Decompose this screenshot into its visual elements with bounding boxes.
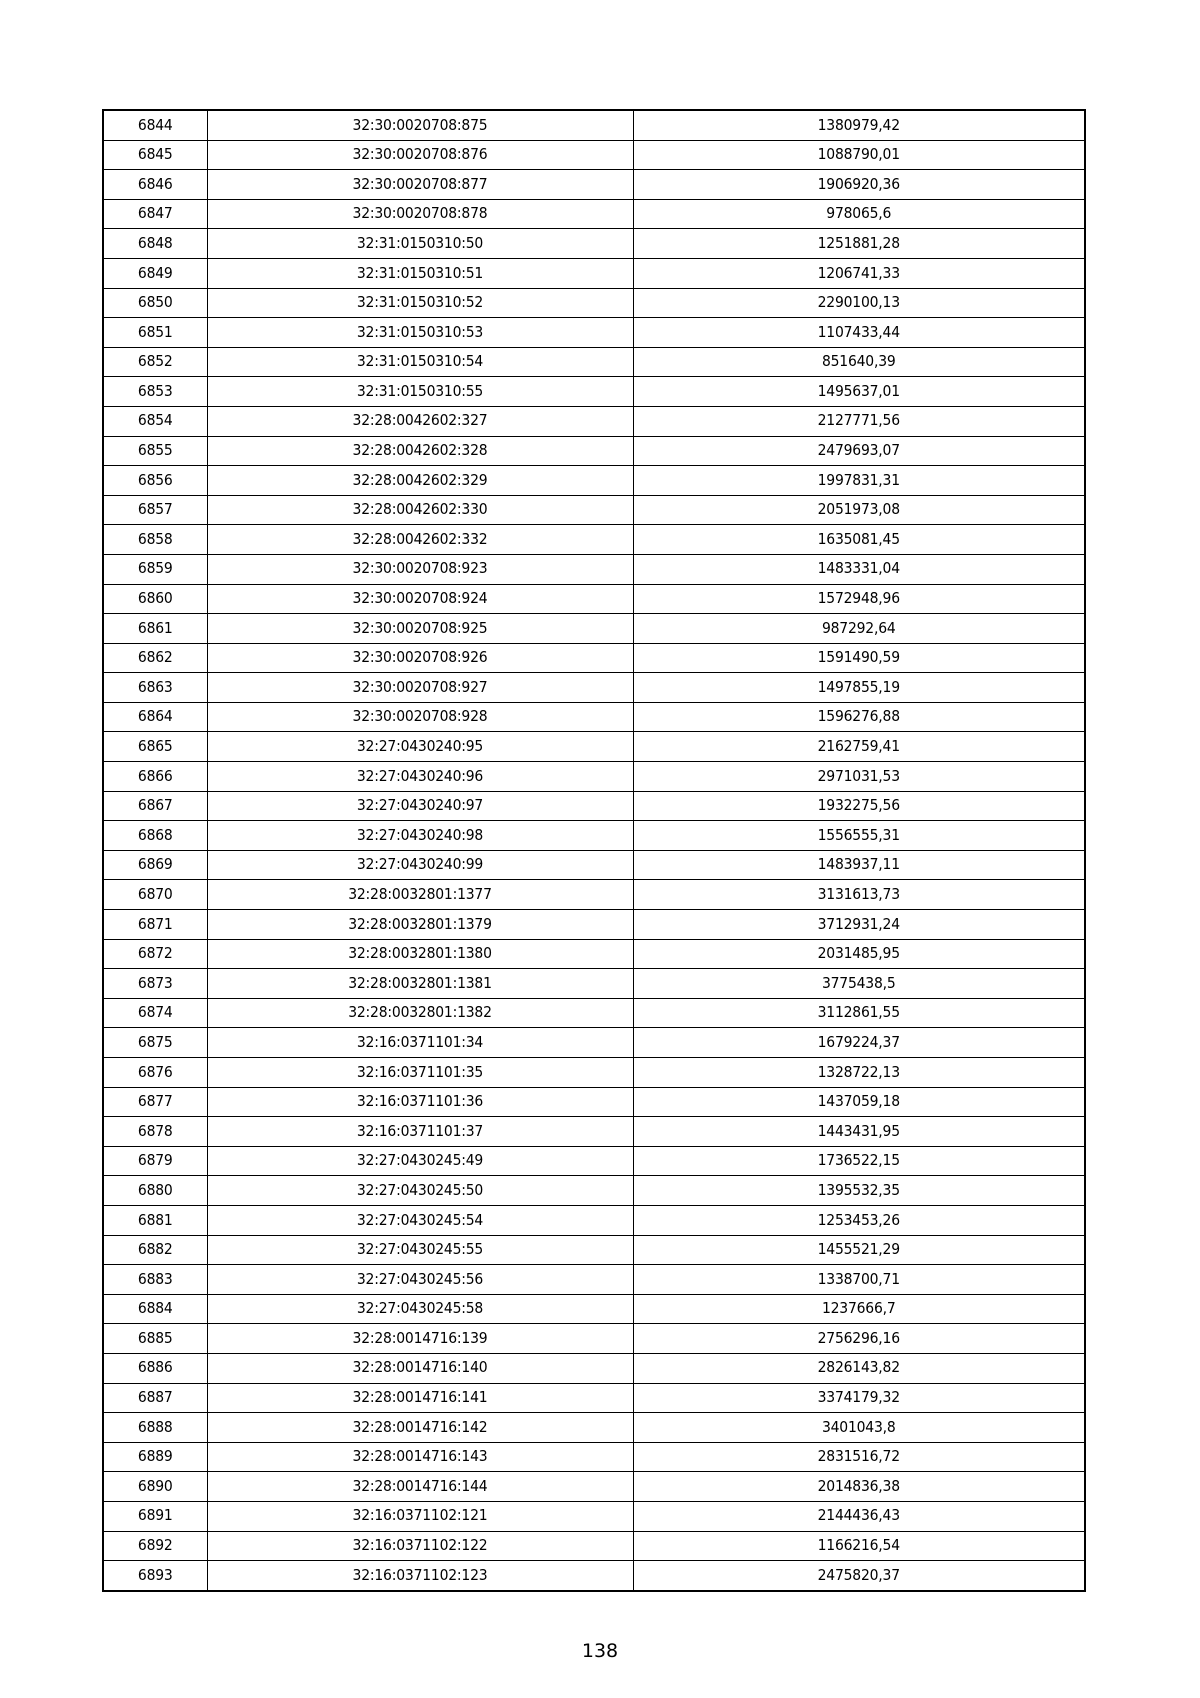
- table-row: [103, 1117, 1085, 1147]
- cadastral-number-cell: 32:31:0150310:55: [207, 377, 633, 407]
- row-number-cell: 6847: [103, 199, 207, 229]
- cadastral-value-cell: 2479693,07: [633, 436, 1085, 466]
- cadastral-number-cell: 32:28:0014716:140: [207, 1353, 633, 1383]
- table-row: [103, 436, 1085, 466]
- cadastral-number-cell: 32:28:0032801:1381: [207, 969, 633, 999]
- cadastral-value-cell: 3112861,55: [633, 998, 1085, 1028]
- cadastral-value-cell: 3712931,24: [633, 910, 1085, 940]
- table-row: [103, 1205, 1085, 1235]
- row-number-cell: 6889: [103, 1442, 207, 1472]
- row-number-cell: 6884: [103, 1294, 207, 1324]
- row-number-cell: 6862: [103, 643, 207, 673]
- row-number-cell: 6848: [103, 229, 207, 259]
- cadastral-number-cell: 32:28:0032801:1380: [207, 939, 633, 969]
- cadastral-value-cell: 1395532,35: [633, 1176, 1085, 1206]
- cadastral-number-cell: 32:30:0020708:875: [207, 110, 633, 140]
- table-row: [103, 1058, 1085, 1088]
- cadastral-value-cell: 978065,6: [633, 199, 1085, 229]
- row-number-cell: 6854: [103, 406, 207, 436]
- table-row: [103, 969, 1085, 999]
- cadastral-number-cell: 32:27:0430240:98: [207, 821, 633, 851]
- cadastral-value-cell: 2162759,41: [633, 732, 1085, 762]
- cadastral-number-cell: 32:27:0430245:50: [207, 1176, 633, 1206]
- cadastral-value-cell: 1251881,28: [633, 229, 1085, 259]
- cadastral-value-cell: 1635081,45: [633, 525, 1085, 555]
- row-number-cell: 6893: [103, 1561, 207, 1591]
- table-row: [103, 910, 1085, 940]
- table-row: [103, 939, 1085, 969]
- row-number-cell: 6890: [103, 1472, 207, 1502]
- row-number-cell: 6881: [103, 1205, 207, 1235]
- cadastral-value-cell: 1596276,88: [633, 702, 1085, 732]
- table-row: [103, 673, 1085, 703]
- table-row: [103, 288, 1085, 318]
- table-row: [103, 199, 1085, 229]
- cadastral-number-cell: 32:31:0150310:53: [207, 318, 633, 348]
- cadastral-value-cell: 1328722,13: [633, 1058, 1085, 1088]
- table-row: [103, 525, 1085, 555]
- cadastral-value-cell: 1906920,36: [633, 170, 1085, 200]
- cadastral-value-cell: 1443431,95: [633, 1117, 1085, 1147]
- table-row: [103, 258, 1085, 288]
- cadastral-value-cell: 1107433,44: [633, 318, 1085, 348]
- table-row: [103, 1087, 1085, 1117]
- table-row: [103, 1265, 1085, 1295]
- cadastral-number-cell: 32:28:0014716:143: [207, 1442, 633, 1472]
- table-row: [103, 1413, 1085, 1443]
- cadastral-number-cell: 32:16:0371101:37: [207, 1117, 633, 1147]
- row-number-cell: 6883: [103, 1265, 207, 1295]
- row-number-cell: 6879: [103, 1146, 207, 1176]
- cadastral-value-cell: 2127771,56: [633, 406, 1085, 436]
- row-number-cell: 6887: [103, 1383, 207, 1413]
- cadastral-value-cell: 1591490,59: [633, 643, 1085, 673]
- row-number-cell: 6885: [103, 1324, 207, 1354]
- row-number-cell: 6846: [103, 170, 207, 200]
- cadastral-value-cell: 1556555,31: [633, 821, 1085, 851]
- cadastral-number-cell: 32:28:0032801:1377: [207, 880, 633, 910]
- cadastral-value-cell: 1495637,01: [633, 377, 1085, 407]
- row-number-cell: 6860: [103, 584, 207, 614]
- cadastral-number-cell: 32:30:0020708:927: [207, 673, 633, 703]
- row-number-cell: 6874: [103, 998, 207, 1028]
- page-number: 138: [581, 1640, 619, 1662]
- cadastral-value-cell: 1736522,15: [633, 1146, 1085, 1176]
- cadastral-number-cell: 32:27:0430245:58: [207, 1294, 633, 1324]
- cadastral-number-cell: 32:16:0371101:35: [207, 1058, 633, 1088]
- row-number-cell: 6865: [103, 732, 207, 762]
- cadastral-value-cell: 1253453,26: [633, 1205, 1085, 1235]
- cadastral-number-cell: 32:16:0371102:122: [207, 1531, 633, 1561]
- row-number-cell: 6858: [103, 525, 207, 555]
- row-number-cell: 6888: [103, 1413, 207, 1443]
- cadastral-number-cell: 32:30:0020708:924: [207, 584, 633, 614]
- table-row: [103, 140, 1085, 170]
- cadastral-number-cell: 32:27:0430240:97: [207, 791, 633, 821]
- table-row: [103, 1501, 1085, 1531]
- table-row: [103, 1324, 1085, 1354]
- cadastral-value-cell: 1380979,42: [633, 110, 1085, 140]
- cadastral-number-cell: 32:30:0020708:926: [207, 643, 633, 673]
- cadastral-number-cell: 32:30:0020708:876: [207, 140, 633, 170]
- cadastral-number-cell: 32:27:0430240:99: [207, 850, 633, 880]
- cadastral-number-cell: 32:27:0430240:96: [207, 762, 633, 792]
- cadastral-value-cell: 2051973,08: [633, 495, 1085, 525]
- table-row: [103, 998, 1085, 1028]
- row-number-cell: 6855: [103, 436, 207, 466]
- row-number-cell: 6870: [103, 880, 207, 910]
- cadastral-number-cell: 32:16:0371101:36: [207, 1087, 633, 1117]
- table-row: [103, 614, 1085, 644]
- table-row: [103, 584, 1085, 614]
- table-row: [103, 229, 1085, 259]
- table-row: [103, 377, 1085, 407]
- table-body: [103, 110, 1085, 1591]
- row-number-cell: 6856: [103, 466, 207, 496]
- cadastral-number-cell: 32:28:0032801:1379: [207, 910, 633, 940]
- table-row: [103, 821, 1085, 851]
- cadastral-number-cell: 32:27:0430245:55: [207, 1235, 633, 1265]
- cadastral-value-cell: 1497855,19: [633, 673, 1085, 703]
- cadastral-number-cell: 32:28:0042602:327: [207, 406, 633, 436]
- cadastral-number-cell: 32:30:0020708:923: [207, 554, 633, 584]
- row-number-cell: 6886: [103, 1353, 207, 1383]
- row-number-cell: 6869: [103, 850, 207, 880]
- table-row: [103, 1028, 1085, 1058]
- cadastral-number-cell: 32:16:0371102:121: [207, 1501, 633, 1531]
- row-number-cell: 6849: [103, 258, 207, 288]
- row-number-cell: 6851: [103, 318, 207, 348]
- cadastral-number-cell: 32:30:0020708:925: [207, 614, 633, 644]
- row-number-cell: 6853: [103, 377, 207, 407]
- cadastral-value-cell: 2756296,16: [633, 1324, 1085, 1354]
- cadastral-value-cell: 1483937,11: [633, 850, 1085, 880]
- table-row: [103, 495, 1085, 525]
- row-number-cell: 6857: [103, 495, 207, 525]
- table-row: [103, 1472, 1085, 1502]
- row-number-cell: 6871: [103, 910, 207, 940]
- table-row: [103, 1561, 1085, 1591]
- cadastral-value-cell: 3401043,8: [633, 1413, 1085, 1443]
- table-row: [103, 554, 1085, 584]
- table-row: [103, 850, 1085, 880]
- cadastral-number-cell: 32:31:0150310:51: [207, 258, 633, 288]
- table-row: [103, 406, 1085, 436]
- row-number-cell: 6878: [103, 1117, 207, 1147]
- table-row: [103, 170, 1085, 200]
- table-row: [103, 1235, 1085, 1265]
- table-row: [103, 1146, 1085, 1176]
- cadastral-number-cell: 32:31:0150310:54: [207, 347, 633, 377]
- cadastral-value-cell: 2014836,38: [633, 1472, 1085, 1502]
- table-row: [103, 318, 1085, 348]
- cadastral-number-cell: 32:31:0150310:52: [207, 288, 633, 318]
- row-number-cell: 6867: [103, 791, 207, 821]
- cadastral-value-cell: 3775438,5: [633, 969, 1085, 999]
- table-row: [103, 702, 1085, 732]
- cadastral-number-cell: 32:28:0042602:332: [207, 525, 633, 555]
- cadastral-value-cell: 1483331,04: [633, 554, 1085, 584]
- cadastral-number-cell: 32:27:0430245:54: [207, 1205, 633, 1235]
- row-number-cell: 6845: [103, 140, 207, 170]
- row-number-cell: 6861: [103, 614, 207, 644]
- table-row: [103, 1353, 1085, 1383]
- cadastral-value-cell: 1437059,18: [633, 1087, 1085, 1117]
- cadastral-number-cell: 32:28:0014716:144: [207, 1472, 633, 1502]
- table-row: [103, 1294, 1085, 1324]
- cadastral-value-cell: 1572948,96: [633, 584, 1085, 614]
- row-number-cell: 6866: [103, 762, 207, 792]
- table-row: [103, 1383, 1085, 1413]
- cadastral-number-cell: 32:31:0150310:50: [207, 229, 633, 259]
- cadastral-number-cell: 32:28:0014716:142: [207, 1413, 633, 1443]
- table-row: [103, 466, 1085, 496]
- cadastral-value-cell: 1455521,29: [633, 1235, 1085, 1265]
- row-number-cell: 6875: [103, 1028, 207, 1058]
- cadastral-value-cell: 1088790,01: [633, 140, 1085, 170]
- table-row: [103, 880, 1085, 910]
- cadastral-value-cell: 1997831,31: [633, 466, 1085, 496]
- row-number-cell: 6891: [103, 1501, 207, 1531]
- cadastral-value-cell: 2144436,43: [633, 1501, 1085, 1531]
- cadastral-number-cell: 32:16:0371101:34: [207, 1028, 633, 1058]
- cadastral-number-cell: 32:28:0042602:329: [207, 466, 633, 496]
- cadastral-value-cell: 2475820,37: [633, 1561, 1085, 1591]
- row-number-cell: 6873: [103, 969, 207, 999]
- row-number-cell: 6872: [103, 939, 207, 969]
- table-row: [103, 791, 1085, 821]
- cadastral-value-cell: 1338700,71: [633, 1265, 1085, 1295]
- cadastral-number-cell: 32:28:0042602:328: [207, 436, 633, 466]
- cadastral-number-cell: 32:28:0014716:141: [207, 1383, 633, 1413]
- table-row: [103, 643, 1085, 673]
- row-number-cell: 6877: [103, 1087, 207, 1117]
- cadastral-value-cell: 2031485,95: [633, 939, 1085, 969]
- cadastral-value-cell: 1932275,56: [633, 791, 1085, 821]
- cadastral-value-cell: 1679224,37: [633, 1028, 1085, 1058]
- row-number-cell: 6863: [103, 673, 207, 703]
- cadastral-number-cell: 32:30:0020708:878: [207, 199, 633, 229]
- cadastral-number-cell: 32:27:0430245:49: [207, 1146, 633, 1176]
- row-number-cell: 6844: [103, 110, 207, 140]
- table-row: [103, 762, 1085, 792]
- cadastral-number-cell: 32:30:0020708:877: [207, 170, 633, 200]
- row-number-cell: 6882: [103, 1235, 207, 1265]
- row-number-cell: 6892: [103, 1531, 207, 1561]
- row-number-cell: 6852: [103, 347, 207, 377]
- row-number-cell: 6850: [103, 288, 207, 318]
- row-number-cell: 6880: [103, 1176, 207, 1206]
- cadastral-number-cell: 32:27:0430240:95: [207, 732, 633, 762]
- table-row: [103, 1531, 1085, 1561]
- cadastral-value-cell: 987292,64: [633, 614, 1085, 644]
- row-number-cell: 6868: [103, 821, 207, 851]
- cadastral-number-cell: 32:28:0014716:139: [207, 1324, 633, 1354]
- table-row: [103, 1176, 1085, 1206]
- cadastral-value-cell: 2290100,13: [633, 288, 1085, 318]
- table-row: [103, 1442, 1085, 1472]
- cadastral-value-cell: 2831516,72: [633, 1442, 1085, 1472]
- row-number-cell: 6864: [103, 702, 207, 732]
- cadastral-number-cell: 32:27:0430245:56: [207, 1265, 633, 1295]
- cadastral-number-cell: 32:28:0032801:1382: [207, 998, 633, 1028]
- cadastral-value-cell: 2971031,53: [633, 762, 1085, 792]
- cadastral-number-cell: 32:16:0371102:123: [207, 1561, 633, 1591]
- cadastral-value-cell: 1206741,33: [633, 258, 1085, 288]
- table-row: [103, 732, 1085, 762]
- cadastral-value-cell: 1237666,7: [633, 1294, 1085, 1324]
- cadastral-number-cell: 32:30:0020708:928: [207, 702, 633, 732]
- cadastral-value-cell: 1166216,54: [633, 1531, 1085, 1561]
- cadastral-value-cell: 3131613,73: [633, 880, 1085, 910]
- cadastral-value-cell: 851640,39: [633, 347, 1085, 377]
- table-row: [103, 347, 1085, 377]
- cadastral-value-table: [102, 109, 1086, 1592]
- cadastral-number-cell: 32:28:0042602:330: [207, 495, 633, 525]
- row-number-cell: 6859: [103, 554, 207, 584]
- row-number-cell: 6876: [103, 1058, 207, 1088]
- table-row: [103, 110, 1085, 140]
- cadastral-value-cell: 2826143,82: [633, 1353, 1085, 1383]
- cadastral-value-cell: 3374179,32: [633, 1383, 1085, 1413]
